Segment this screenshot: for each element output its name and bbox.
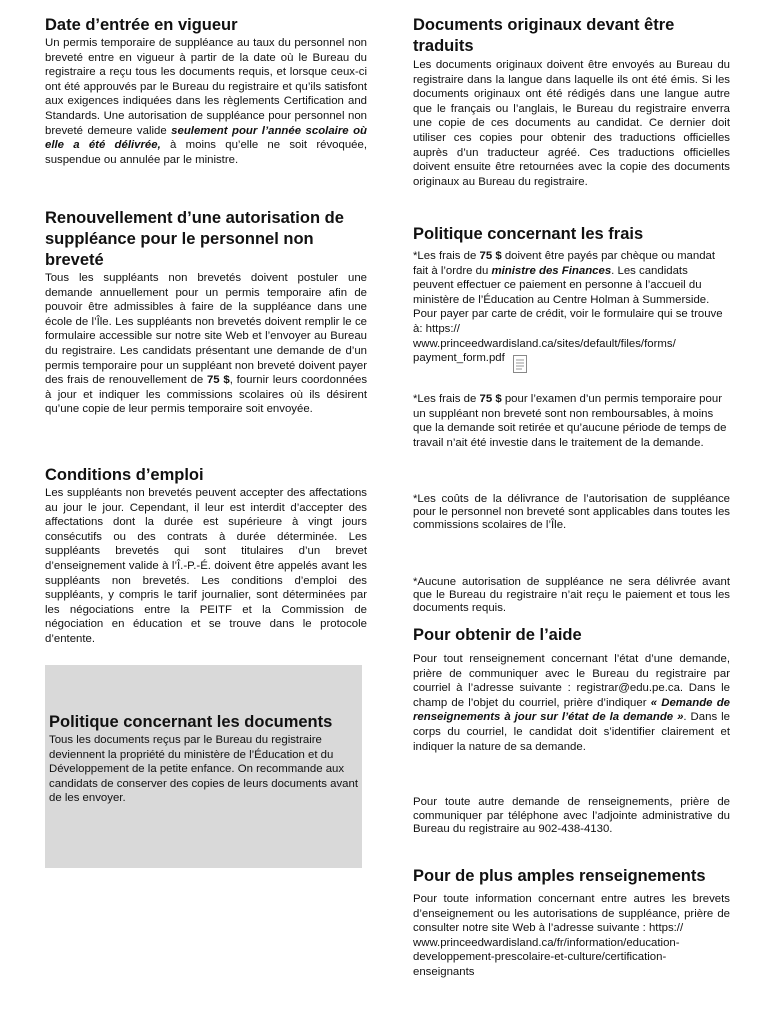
section-title: Politique concernant les documents <box>49 713 333 731</box>
payment-form-filename[interactable]: payment_form.pdf <box>413 352 505 365</box>
section-paragraph: Les documents originaux doivent être envoyés au Bureau du registraire dans la langue dans laquelle ils ont été émis. Si les documents originaux ont été rédigés dans une langue autre que le français ou l’anglais, le Bureau du registraire enverra une copie de ces documents au candidat. Ce dernier doit utiliser ces copies pour obtenir des traductions officielles auprès d’un traducteur agréé. Ces traductions officielles doivent ensuite être retournées avec la copie des documents originaux au Bureau du registraire. <box>413 59 730 188</box>
section-date-entree <box>45 15 367 167</box>
section-title: Date d’entrée en vigueur <box>45 16 238 34</box>
document-icon[interactable] <box>513 355 527 373</box>
section-paragraph: *Les frais de 75 $ doivent être payés par chèque ou mandat fait à l’ordre du ministre des Finances. Les candidats peuvent effectuer ce paiement en personne à l’accueil du ministère de l’Éducation au Centre Holman à Summerside. Pour payer par carte de crédit, voir le formulaire qui se trouve à: https:// www.princeedwardisland.ca/sites/default/files/forms/ payment_form.pdf <box>413 249 730 373</box>
section-paragraph: Tous les suppléants non brevetés doivent postuler une demande annuellement pour un permis temporaire afin de pouvoir être admissibles à faire de la suppléance dans une école de l’Île. Les suppléants non brevetés doivent remplir le ce formulaire accessible sur notre site Web et l’envoyer au Bureau du registraire. Les candidats présentant une demande de d’un permis temporaire pour un suppléant non breveté doivent payer des frais de renouvellement de 75 $, fournir leurs coordonnées à jour et indiquer les commissions scolaires où ils désirent qu’une copie de leur permis temporaire soit envoyée. <box>45 272 368 416</box>
section-obtenir-aide <box>413 625 730 754</box>
payment-form-link[interactable]: www.princeedwardisland.ca/sites/default/files/forms/ <box>413 337 676 350</box>
section-title: Conditions d’emploi <box>45 466 204 484</box>
section-paragraph: Pour tout renseignement concernant l’état d’une demande, prière de communiquer avec le Bureau du registraire par courriel à l’adresse suivante : registrar@edu.pe.ca. Dans le champ de l’objet du courriel, prière d’indiquer « Demande de renseignements à jour sur l’état de la demande ». Dans le corps du courriel, le candidat doit s’identifier clairement et indiquer la nature de sa demande. <box>413 653 730 753</box>
section-title: Politique concernant les frais <box>413 225 644 243</box>
section-paragraph: Tous les documents reçus par le Bureau du registraire deviennent la propriété du ministère de l’Éducation et du Développement de la petite enfance. On recommande aux candidats de conserver des copies de leurs documents avant de les envoyer. <box>49 734 358 805</box>
section-paragraph: Un permis temporaire de suppléance au taux du personnel non breveté entre en vigueur à partir de la date où le Bureau du registraire a reçu tous les documents requis, et lorsque ceux-ci ont été approuvés par le Bureau du registraire et qu’ils satisfont aux exigences indiquées dans les règlements Certification and Standards. Une autorisation de suppléance pour personnel non breveté demeure valide seulement pour l’année scolaire où elle a été délivrée, à moins qu’elle ne soit révoquée, suspendue ou annulée par le ministre. <box>45 37 367 166</box>
section-paragraph: *Aucune autorisation de suppléance ne sera délivrée avant que le Bureau du registraire n’ait reçu le paiement et tous les documents requis. <box>413 576 730 614</box>
section-conditions-emploi <box>45 465 367 647</box>
section-paragraph: *Les coûts de la délivrance de l’autorisation de suppléance pour le personnel non breveté sont applicables dans toutes les commissions scolaires de l’Île. <box>413 493 730 531</box>
info-link-line-1[interactable]: www.princeedwardisland.ca/fr/information/education- <box>413 936 680 949</box>
section-paragraph: Pour toute autre demande de renseignements, prière de communiquer par téléphone avec l’adjointe administrative du Bureau du registraire au 902-438-4130. <box>413 796 730 835</box>
phone-contact-note <box>413 796 730 837</box>
section-documents-originaux <box>413 15 730 189</box>
section-paragraph: Les suppléants non brevetés peuvent accepter des affectations au jour le jour. Cependant, il leur est interdit d’accepter des affectations dont la durée est supérieure à vingt jours consécutifs ou des contrats à durée déterminée. Les suppléants brevetés qui sont titulaires d’un brevet d’enseignement valide à l’Î.-P.-É. doivent être appelés avant les suppléants non brevetés. Les conditions d’emploi des suppléants, y compris le tarif journalier, sont déterminées par les négociations entre la PEITF et la Commission de négociation en éducation et se trouve dans le protocole d’entente. <box>45 487 367 645</box>
fee-note-nonrefundable <box>413 392 730 450</box>
section-paragraph: Pour toute information concernant entre autres les brevets d’enseignement ou les autorisations de suppléance, prière de consulter notre site Web à l’adresse suivante : https:// www.princeedwardisland.ca/fr/information/education- developpement-prescolaire-et-culture/certification- enseignants <box>413 893 730 978</box>
section-politique-documents <box>49 712 369 806</box>
section-plus-renseignements <box>413 866 730 980</box>
fee-note-applicable <box>413 493 730 532</box>
section-paragraph: *Les frais de 75 $ pour l’examen d’un permis temporaire pour un suppléant non breveté sont non remboursables, à moins que la demande soit retirée et qu’aucune période de temps de travail n’ait été investie dans le traitement de la demande. <box>413 393 727 449</box>
section-title: Renouvellement d’une autorisation de suppléance pour le personnel non breveté <box>45 209 344 269</box>
section-title: Documents originaux devant être traduits <box>413 16 675 55</box>
fee-note-payment-required <box>413 576 730 615</box>
section-politique-frais <box>413 224 730 373</box>
section-title: Pour de plus amples renseignements <box>413 867 706 885</box>
section-renouvellement <box>45 208 367 417</box>
info-link-line-3[interactable]: enseignants <box>413 965 475 978</box>
section-title: Pour obtenir de l’aide <box>413 626 582 644</box>
info-link-line-2[interactable]: developpement-prescolaire-et-culture/certification- <box>413 951 667 964</box>
